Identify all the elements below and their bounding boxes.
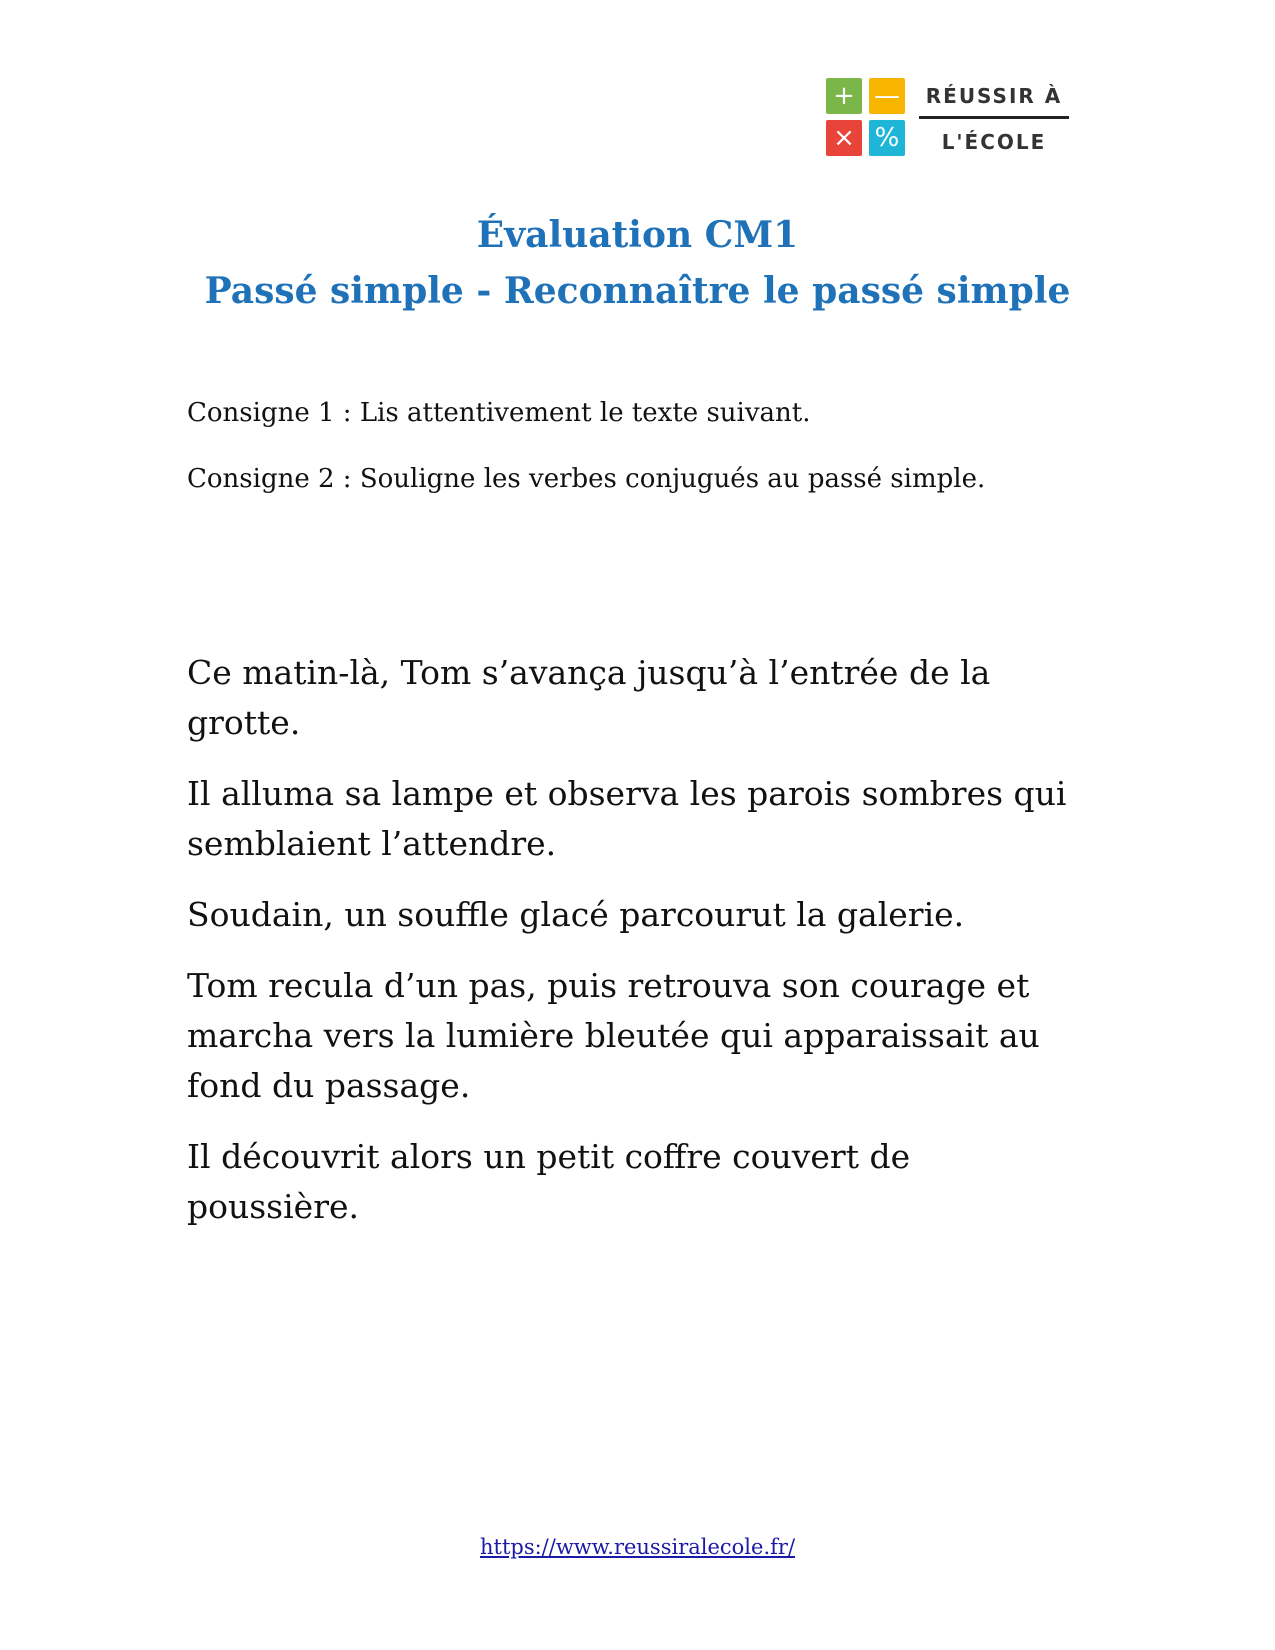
footer [0,1535,1275,1559]
minus-icon: — [869,78,905,114]
title-line-1: Évaluation CM1 [476,214,799,256]
paragraph: Tom recula d’un pas, puis retrouva son courage et marcha vers la lumière bleutée qui apparaissait au fond du passage. [187,966,1040,1105]
consigne-2: Consigne 2 : Souligne les verbes conjugués au passé simple. [187,464,986,494]
logo [826,78,1071,160]
percent-icon: % [869,120,905,156]
logo-text-top: RÉUSSIR À [925,84,1063,108]
times-icon: × [826,120,862,156]
consigne-1: Consigne 1 : Lis attentivement le texte suivant. [187,398,811,428]
paragraph: Il découvrit alors un petit coffre couvert de poussière. [187,1137,911,1226]
plus-icon: + [826,78,862,114]
text-body [187,648,1087,1253]
paragraph: Ce matin-là, Tom s’avança jusqu’à l’entrée de la grotte. [187,653,991,742]
logo-text-bottom: L'ÉCOLE [941,130,1047,154]
paragraph: Il alluma sa lampe et observa les parois sombres qui semblaient l’attendre. [187,774,1067,863]
paragraph: Soudain, un souffle glacé parcourut la galerie. [187,895,965,934]
logo-divider [919,116,1069,119]
footer-link[interactable]: https://www.reussiralecole.fr/ [479,1535,796,1559]
title-line-2: Passé simple - Reconnaître le passé simple [204,270,1071,312]
